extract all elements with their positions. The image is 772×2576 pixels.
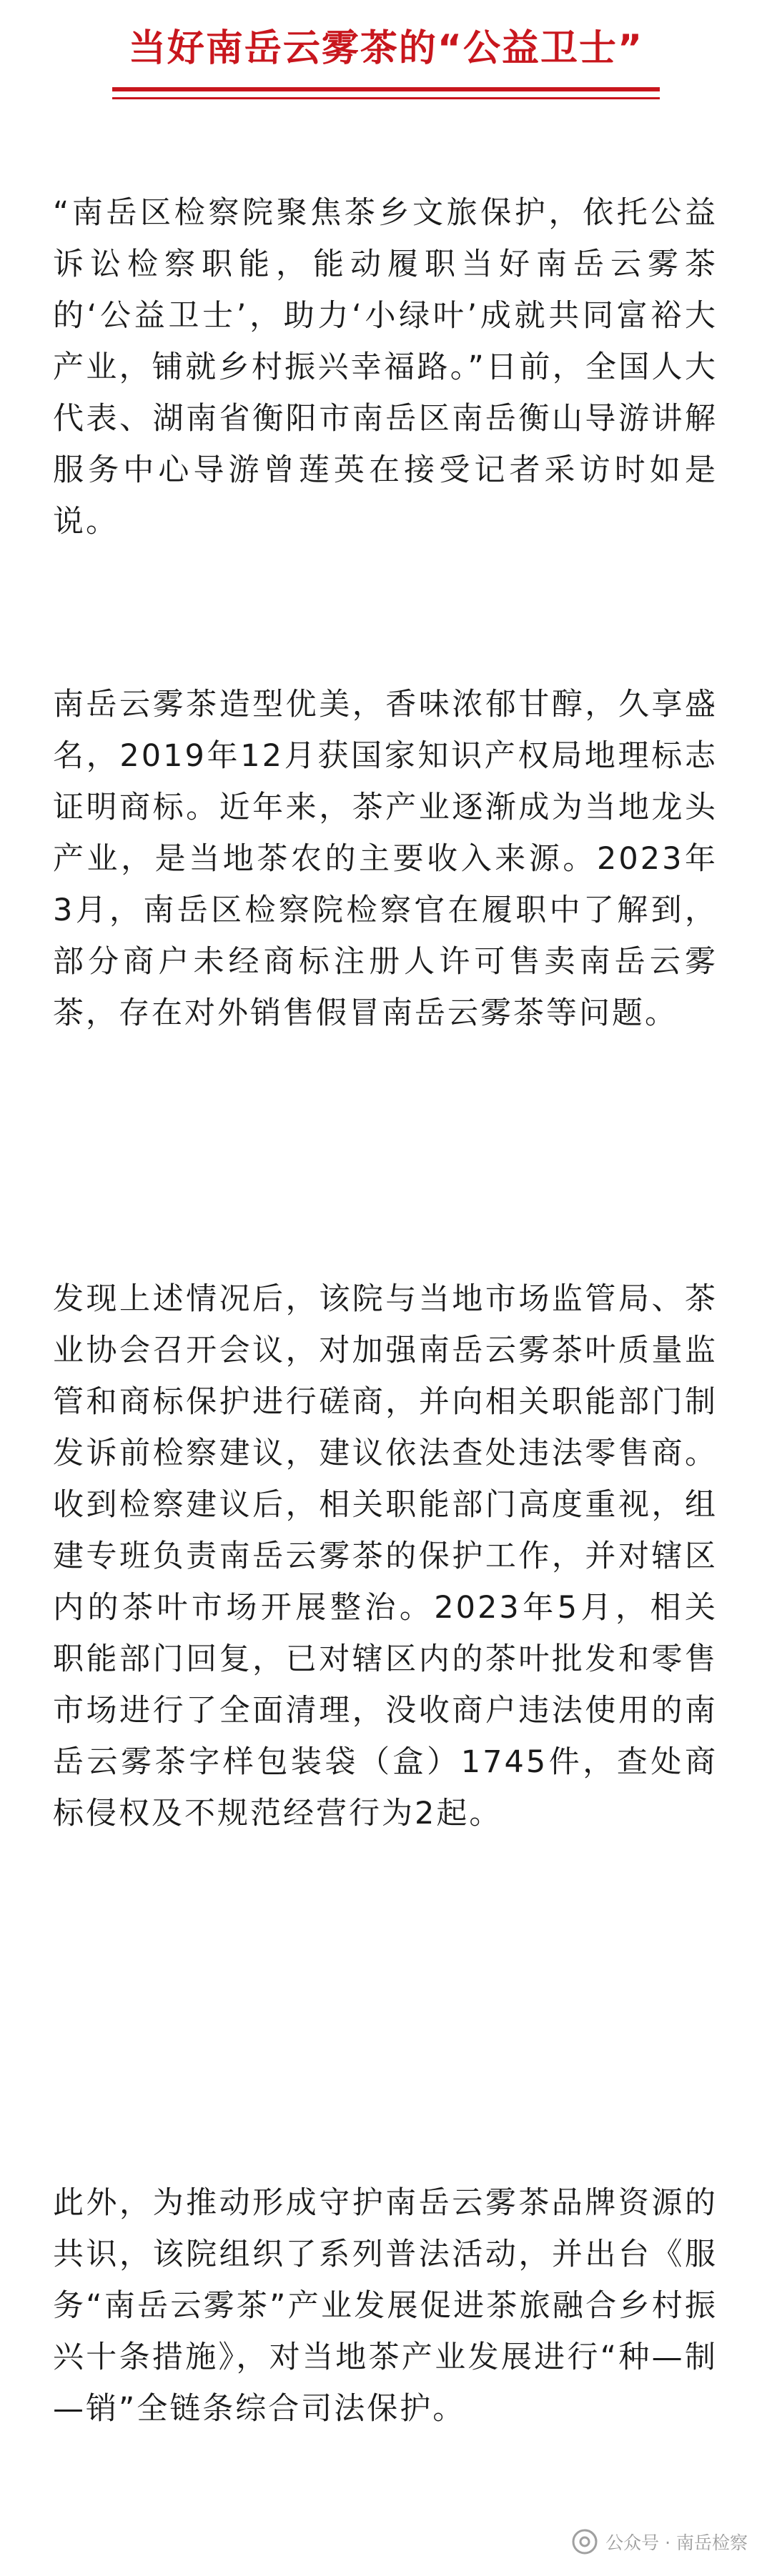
article-header xyxy=(0,20,772,77)
watermark-text: 公众号 · 南岳检察 xyxy=(605,2532,748,2553)
source-watermark xyxy=(571,2528,748,2555)
article-title: 当好南岳云雾茶的“公益卫士” xyxy=(128,27,644,70)
title-underline-thin xyxy=(112,97,660,99)
paragraph-3: 发现上述情况后，该院与当地市场监管局、茶业协会召开会议，对加强南岳云雾茶叶质量监管和商标保护进行磋商，并向相关职能部门制发诉前检察建议，建议依法查处违法零售商。收到检察建议后，相关职能部门高度重视，组建专班负责南岳云雾茶的保护工作，并对辖区内的茶叶市场开展整治。2023年5月，相关职能部门回复，已对辖区内的茶叶批发和零售市场进行了全面清理，没收商户违法使用的南岳云雾茶字样包装袋（盒）1745件，查处商标侵权及不规范经营行为2起。 xyxy=(53,1281,718,1831)
wechat-official-account-icon xyxy=(571,2528,598,2555)
paragraph-2: 南岳云雾茶造型优美，香味浓郁甘醇，久享盛名，2019年12月获国家知识产权局地理标志证明商标。近年来，茶产业逐渐成为当地龙头产业，是当地茶农的主要收入来源。2023年3月，南岳区检察院检察官在履职中了解到，部分商户未经商标注册人许可售卖南岳云雾茶，存在对外销售假冒南岳云雾茶等问题。 xyxy=(53,687,718,1031)
paragraph-4: 此外，为推动形成守护南岳云雾茶品牌资源的共识，该院组织了系列普法活动，并出台《服务“南岳云雾茶”产业发展促进茶旅融合乡村振兴十条措施》，对当地茶产业发展进行“种—制—销”全链条综合司法保护。 xyxy=(53,2185,718,2427)
paragraph-1: “南岳区检察院聚焦茶乡文旅保护，依托公益诉讼检察职能，能动履职当好南岳云雾茶的‘公益卫士’，助力‘小绿叶’成就共同富裕大产业，铺就乡村振兴幸福路。”日前，全国人大代表、湖南省衡阳市南岳区南岳衡山导游讲解服务中心导游曾莲英在接受记者采访时如是说。 xyxy=(53,195,718,539)
title-underline-thick xyxy=(112,87,660,91)
